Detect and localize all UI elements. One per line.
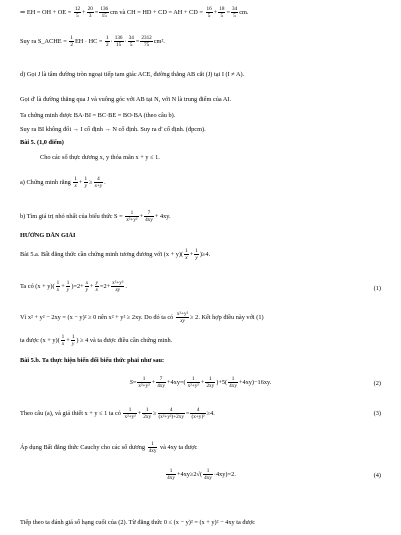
text-line: Ta chứng minh được BA·BI = BC·BE = BO·BA (theo câu b). xyxy=(20,112,176,119)
text-line: d) Gọi J là tâm đường tròn ngoại tiếp tam giác ACE, đường thẳng AB cắt (J) tại I (I ≠ A). xyxy=(20,71,245,78)
part-a-line: a) Chứng minh rằng $\frac{1}{x}$ + $\frac{1}{y}$ ≥ $\frac{4}{x+y}$ . xyxy=(20,176,106,189)
eh-equation-line: ⇒ EH = OH + OE = $\frac{12}{5}$ + $\frac{20}{3}$ = $\frac{136}{15}$ cm và CH = HD + CD = AH + CD = $\frac{16}{5}$ + $\frac{18}{5}$ = $\frac{34}{5}$ cm. xyxy=(20,6,249,19)
text-line: Tiếp theo ta đánh giá số hạng cuối của (2). Từ đẳng thức 0 ≤ (x − y)² = (x + y)² − 4xy ta được xyxy=(20,519,256,526)
step1-line: Ta có (x + y)( $\frac{1}{x}$ + $\frac{1}{y}$ )=2+ $\frac{x}{y}$ + $\frac{y}{x}$ =2+ $\frac{\text{x²+y²}}{xy}$ . xyxy=(20,280,127,293)
solution-heading: HƯỚNG DẪN GIẢI xyxy=(20,232,76,239)
step2-line: Vì x² + y² − 2xy = (x − y)² ≥ 0 nên x² + y² ≥ 2xy. Do đó ta có $\frac{\text{x²+y²}}{xy}$ ≥ 2. Kết hợp điều này với (1) xyxy=(20,311,264,324)
apply-a-line: Theo câu (a), và giả thiết x + y ≤ 1 ta có $\frac{1}{\text{x²+y²}}$ + $\frac{1}{2xy}$ ≥ $\frac{4}{\text{(x²+y²)+2xy}}$ = $\frac{4}{\text{(x+y)²}}$ ≥4. xyxy=(20,407,215,420)
section-heading: Bài 5. (1,0 điểm) xyxy=(20,139,64,146)
equation-number: (4) xyxy=(373,472,381,479)
text-line: Cho các số thực dương x, y thỏa mãn x + y ≤ 1. xyxy=(40,154,160,161)
area-line: Suy ra S_ACHE = $\frac{1}{2}$ EH · HC = $\frac{1}{2}$ · $\frac{136}{15}$ · $\frac{34}{5}$ = $\frac{2312}{75}$ cm². xyxy=(20,35,165,48)
cauchy-line: Áp dụng Bất đẳng thức Cauchy cho các số dương $\frac{1}{4xy}$ và 4xy ta được xyxy=(20,441,198,454)
part-b-line: b) Tìm giá trị nhỏ nhất của biểu thức S = $\frac{1}{\text{x²+y²}}$ + $\frac{7}{4xy}$ + 4xy. xyxy=(20,210,171,223)
equation-number: (2) xyxy=(373,380,381,387)
equation-number: (1) xyxy=(373,285,381,292)
s-transform-line: S= $\frac{1}{\text{x²+y²}}$ + $\frac{7}{4xy}$ +4xy=( $\frac{1}{\text{x²+y²}}$ + $\frac{1}{2xy}$ )+5( $\frac{1}{4xy}$ +4xy)−16xy. xyxy=(129,376,272,389)
cauchy-result-line: $\frac{1}{4xy}$ +4xy≥2√( $\frac{1}{4xy}$ ·4xy)=2. xyxy=(167,468,236,481)
text-line: Suy ra BI không đổi → I cố định → N cố định. Suy ra d' cố định. (đpcm). xyxy=(20,126,206,133)
step3-line: ta được (x + y)( $\frac{1}{x}$ + $\frac{1}{y}$ ) ≥ 4 và ta được điều cần chứng minh. xyxy=(20,334,173,347)
solution-5a-line: Bài 5.a. Bất đẳng thức cần chứng minh tương đương với (x + y)( $\frac{1}{x}$ + $\frac{1}{y}$ )≥4. xyxy=(20,248,211,261)
solution-5b-heading: Bài 5.b. Ta thực hiện biến đổi biểu thức phải như sau: xyxy=(20,357,165,364)
text-line: Gọi d' là đường thẳng qua J và vuông góc với AB tại N, với N là trung điểm của AI. xyxy=(20,96,232,103)
equation-number: (3) xyxy=(373,410,381,417)
